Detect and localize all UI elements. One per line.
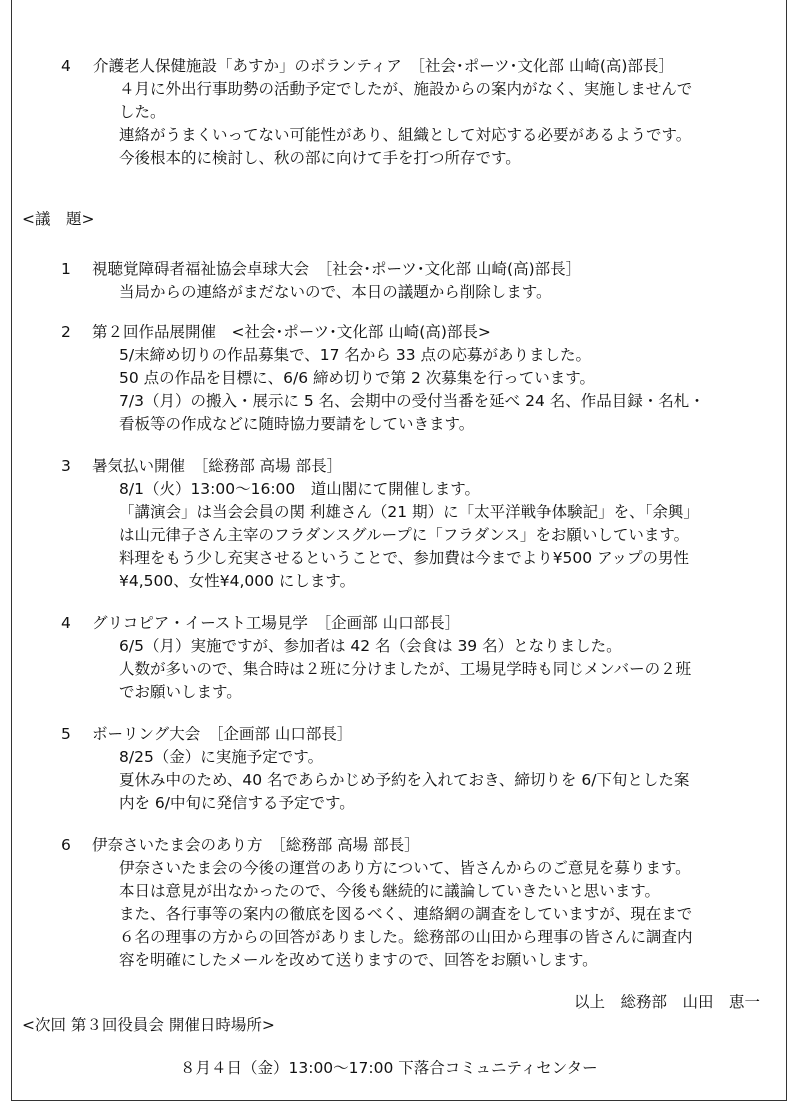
item-title: 介護老人保健施設「あすか」のボランティア ［社会･ポーツ･文化部 山崎(高)部長］ bbox=[93, 57, 674, 75]
section-heading: <議 題> bbox=[22, 210, 95, 228]
agenda-line: 50 点の作品を目標に、6/6 締め切りで第 2 次募集を行っています。 bbox=[119, 369, 595, 387]
agenda-line: 8/1（火）13:00〜16:00 道山閣にて開催します。 bbox=[119, 480, 481, 498]
next-meeting-heading: <次回 第３回役員会 開催日時場所> bbox=[22, 1016, 275, 1034]
agenda-line: 夏休み中のため、40 名であらかじめ予約を入れておき、締切りを 6/下旬とした案 bbox=[119, 771, 690, 789]
agenda-line: 当局からの連絡がまだないので、本日の議題から削除します。 bbox=[119, 283, 552, 301]
item-line: 今後根本的に検討し、秋の部に向けて手を打つ所存です。 bbox=[119, 149, 521, 167]
signature: 以上 総務部 山田 恵一 bbox=[574, 993, 761, 1011]
agenda-line: 8/25（金）に実施予定です。 bbox=[119, 748, 324, 766]
item-line: した。 bbox=[119, 103, 166, 121]
item-number: 4 bbox=[61, 57, 71, 75]
agenda-line: 「講演会」は当会会員の関 利雄さん（21 期）に「太平洋戦争体験記」を、「余興」 bbox=[119, 503, 699, 521]
agenda-line: 5/末締め切りの作品募集で、17 名から 33 点の応募がありました。 bbox=[119, 346, 592, 364]
agenda-number: 3 bbox=[61, 457, 71, 475]
agenda-line: ６名の理事の方からの回答がありました。総務部の山田から理事の皆さんに調査内 bbox=[119, 928, 693, 946]
agenda-line: でお願いします。 bbox=[119, 683, 242, 701]
agenda-number: 4 bbox=[61, 614, 71, 632]
agenda-line: は山元律子さん主宰のフラダンスグループに「フラダンス」をお願いしています。 bbox=[119, 526, 690, 544]
agenda-line: 料理をもう少し充実させるということで、参加費は今までより¥500 アップの男性 bbox=[119, 549, 689, 567]
next-meeting-detail: ８月４日（金）13:00〜17:00 下落合コミュニティセンター bbox=[180, 1059, 598, 1077]
item-line: 連絡がうまくいってない可能性があり、組織として対応する必要があるようです。 bbox=[119, 126, 692, 144]
agenda-line: ¥4,500、女性¥4,000 にします。 bbox=[119, 572, 356, 590]
agenda-number: 5 bbox=[61, 725, 71, 743]
agenda-title: ボーリング大会 ［企画部 山口部長］ bbox=[92, 725, 353, 743]
agenda-line: また、各行事等の案内の徹底を図るべく、連絡網の調査をしていますが、現在まで bbox=[119, 905, 693, 923]
agenda-line: 6/5（月）実施ですが、参加者は 42 名（会食は 39 名）となりました。 bbox=[119, 637, 622, 655]
agenda-line: 容を明確にしたメールを改めて送りますので、回答をお願いします。 bbox=[119, 951, 598, 969]
agenda-title: 伊奈さいたま会のあり方 ［総務部 高場 部長］ bbox=[92, 836, 420, 854]
item-line: ４月に外出行事助勢の活動予定でしたが、施設からの案内がなく、実施しませんで bbox=[119, 80, 693, 98]
agenda-number: 6 bbox=[61, 836, 71, 854]
agenda-line: 本日は意見が出なかったので、今後も継続的に議論していきたいと思います。 bbox=[119, 882, 660, 900]
agenda-line: 伊奈さいたま会の今後の運営のあり方について、皆さんからのご意見を募ります。 bbox=[119, 859, 691, 877]
agenda-line: 人数が多いので、集合時は２班に分けましたが、工場見学時も同じメンバーの２班 bbox=[119, 660, 692, 678]
agenda-title: グリコピア・イースト工場見学 ［企画部 山口部長］ bbox=[92, 614, 461, 632]
agenda-line: 7/3（月）の搬入・展示に 5 名、会期中の受付当番を延べ 24 名、作品目録・名札・ bbox=[119, 392, 705, 410]
agenda-line: 内を 6/中旬に発信する予定です。 bbox=[119, 794, 355, 812]
agenda-number: 1 bbox=[61, 260, 71, 278]
agenda-line: 看板等の作成などに随時協力要請をしていきます。 bbox=[119, 415, 475, 433]
agenda-title: 第２回作品展開催 <社会･ポーツ･文化部 山崎(高)部長> bbox=[92, 323, 491, 341]
agenda-title: 暑気払い開催 ［総務部 高場 部長］ bbox=[92, 457, 343, 475]
agenda-title: 視聴覚障碍者福祉協会卓球大会 ［社会･ポーツ･文化部 山崎(高)部長］ bbox=[92, 260, 582, 278]
agenda-number: 2 bbox=[61, 323, 71, 341]
